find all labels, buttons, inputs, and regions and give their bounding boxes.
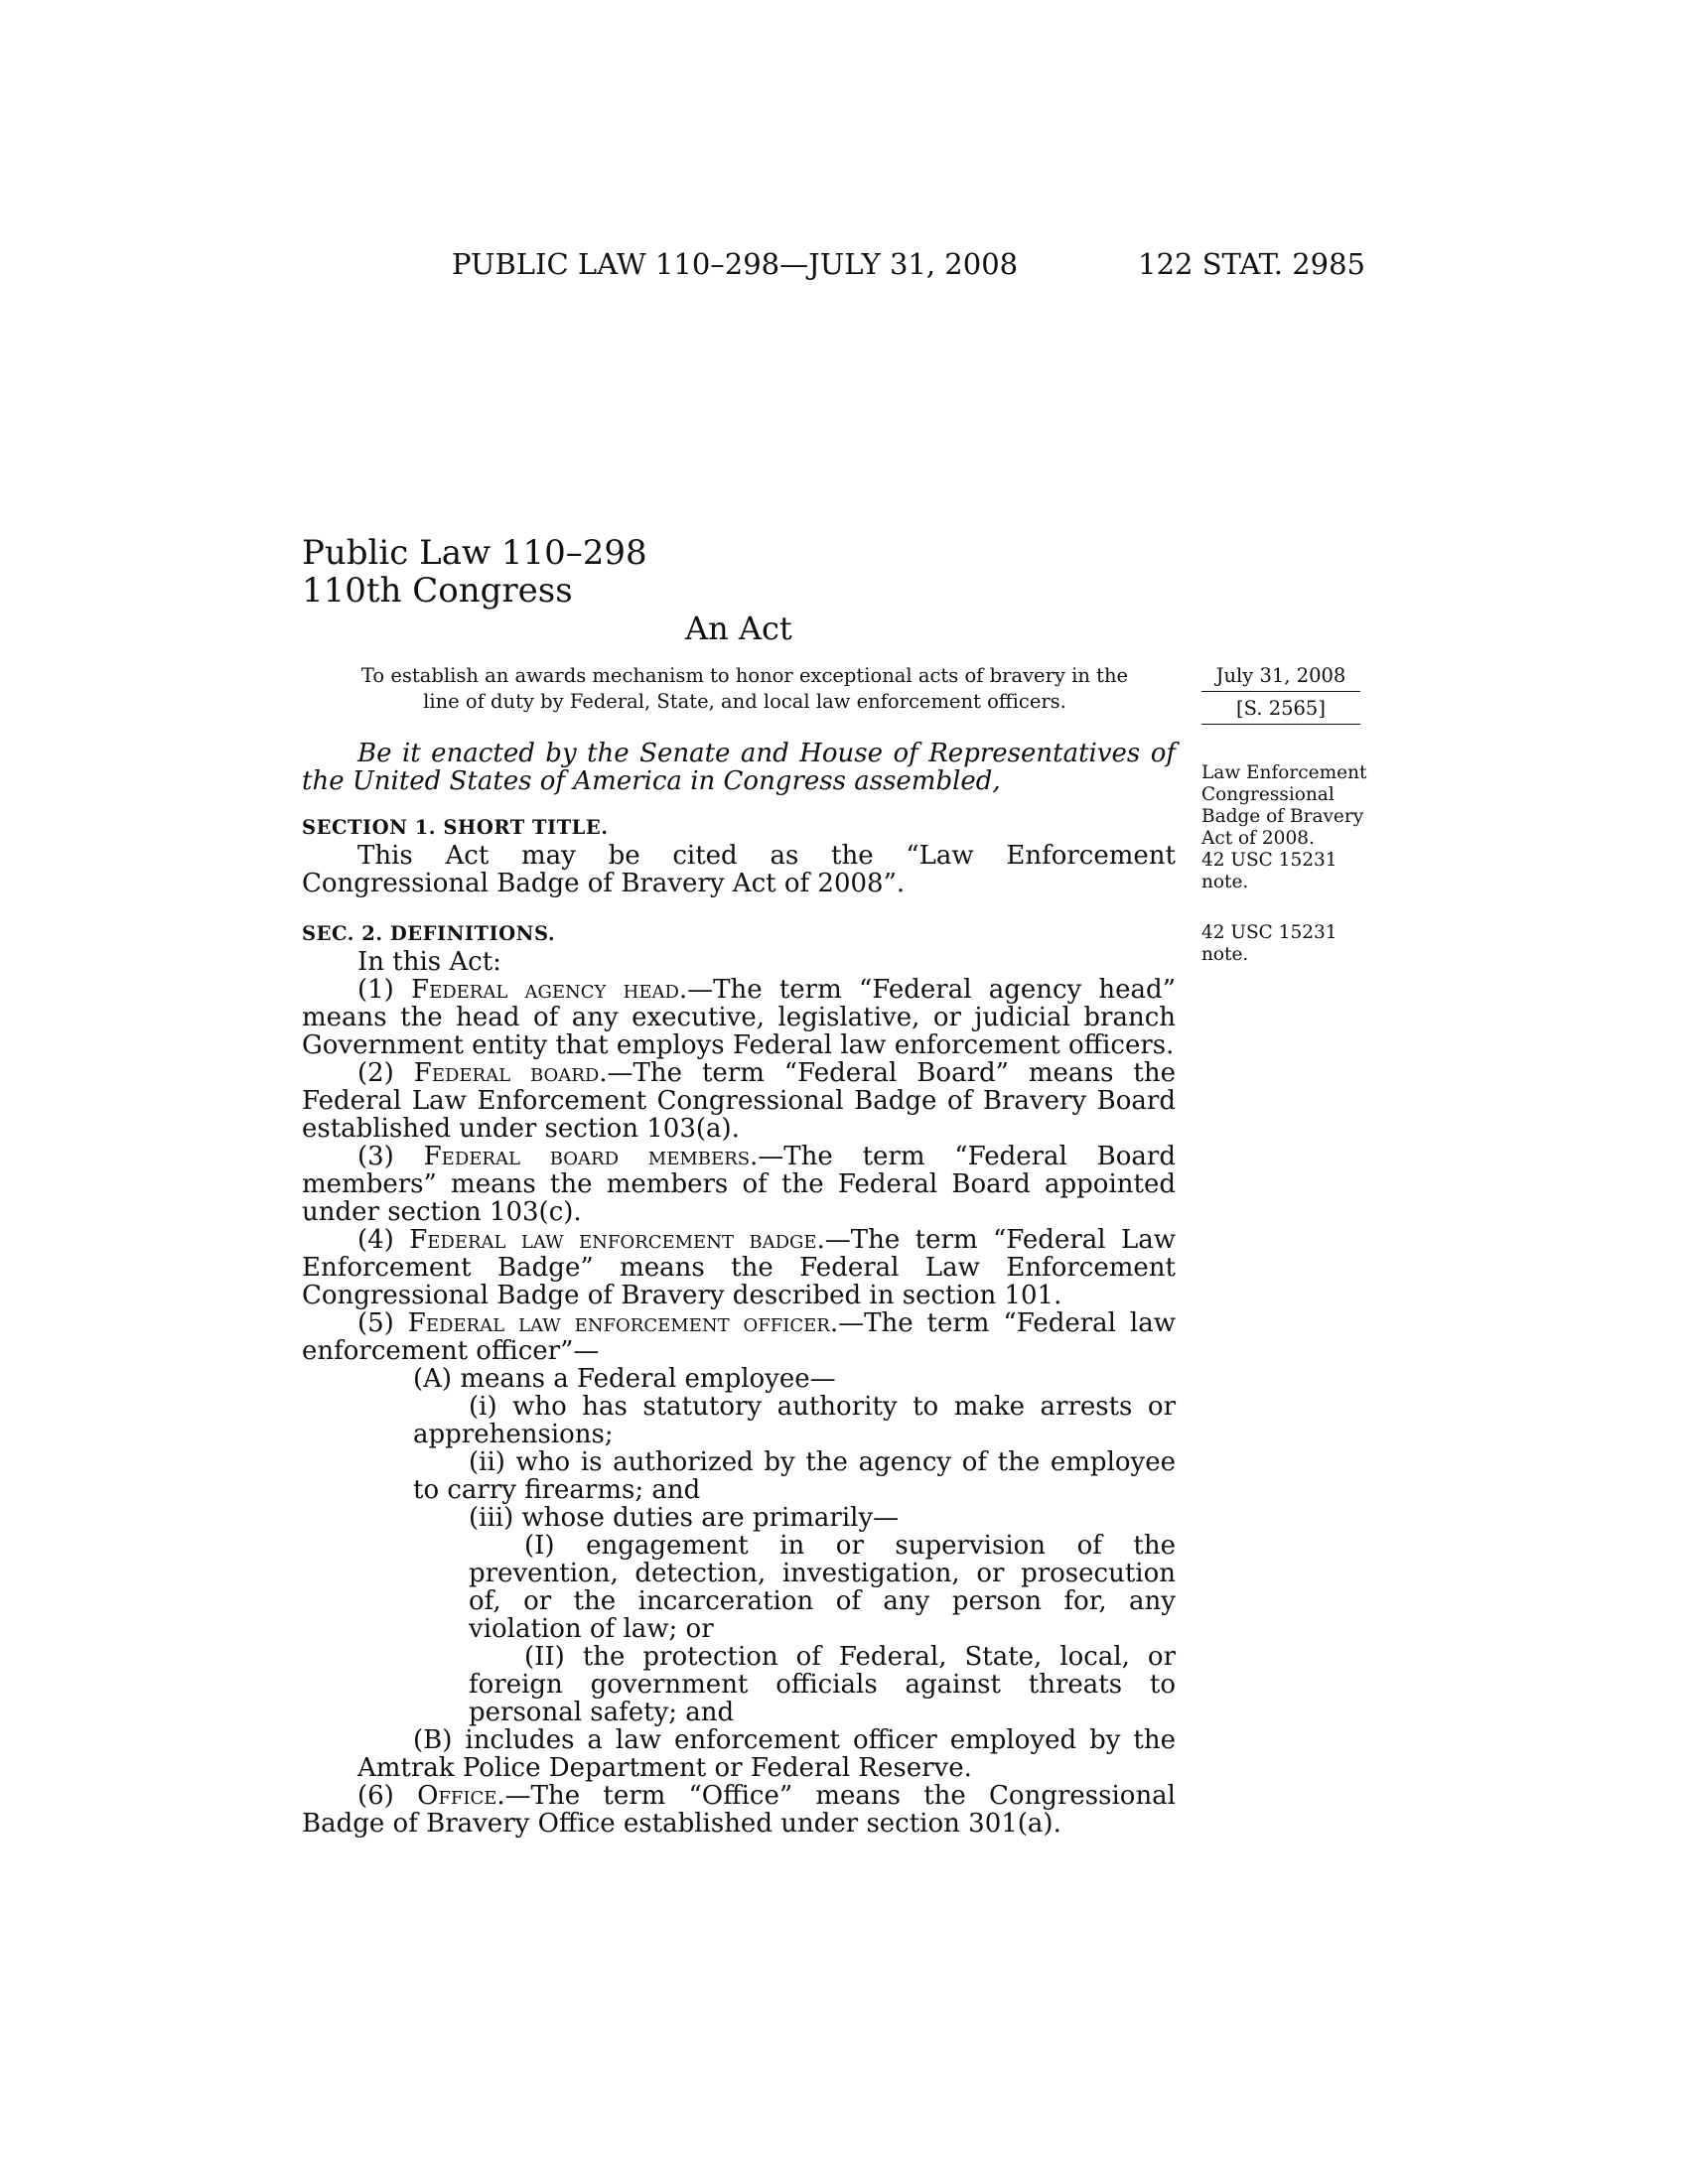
date-block: [1201, 663, 1360, 729]
public-law-number: Public Law 110–298: [302, 533, 647, 573]
definition-1: (1) Federal agency head.—The term “Federal agency head” means the head of any executive, legislative, or judicial branch Government entity that employs Federal law enforcement officers.: [302, 975, 1176, 1060]
margin-note-line: Act of 2008.: [1201, 828, 1315, 849]
bill-number: [S. 2565]: [1236, 697, 1326, 720]
enacting-clause: Be it enacted by the Senate and House of Representatives of the United States of America in Congress assembled,: [302, 739, 1176, 796]
defined-term: Office: [417, 1781, 497, 1811]
section-1-text: This Act may be cited as the “Law Enforcement Congressional Badge of Bravery Act of 2008”.: [302, 841, 1176, 898]
definition-5: (5) Federal law enforcement officer.—The term “Federal law enforcement officer”—: [302, 1308, 1177, 1366]
definition-5-A-iii: (iii) whose duties are primarily—: [469, 1503, 900, 1533]
section-1-heading: SECTION 1. SHORT TITLE.: [302, 816, 609, 839]
definition-5-B: (B) includes a law enforcement officer employed by the Amtrak Police Department or Federal Reserve.: [357, 1725, 1176, 1783]
margin-note-line: Law Enforcement: [1201, 762, 1367, 783]
definition-6: (6) Office.—The term “Office” means the Congressional Badge of Bravery Office established under section 301(a).: [302, 1781, 1177, 1839]
running-head-title: PUBLIC LAW 110–298—JULY 31, 2008: [452, 247, 1019, 281]
defined-term: Federal law enforcement officer: [407, 1308, 830, 1338]
margin-note-short-title: [1201, 762, 1380, 893]
law-title: [302, 534, 647, 610]
definition-5-A: (A) means a Federal employee—: [413, 1364, 836, 1394]
margin-note-line: Badge of Bravery: [1201, 806, 1364, 827]
definition-5-A-iii-II: (II) the protection of Federal, State, local, or foreign government officials against threats to personal safety; and: [469, 1642, 1176, 1727]
definition-3: (3) Federal board members.—The term “Federal Board members” means the members of the Federal Board appointed under section 103(c).: [302, 1142, 1176, 1227]
section-2-body: [302, 948, 1176, 1838]
purpose-line-2: line of duty by Federal, State, and local law enforcement officers.: [423, 690, 1066, 713]
definition-4: (4) Federal law enforcement badge.—The term “Federal Law Enforcement Badge” means the Federal Law Enforcement Congressional Badge of Bravery described in section 101.: [302, 1225, 1176, 1310]
section-2-heading: SEC. 2. DEFINITIONS.: [302, 922, 556, 945]
enactment-date: July 31, 2008: [1215, 664, 1346, 687]
margin-note-line: 42 USC 15231: [1201, 922, 1337, 943]
definition-5-A-ii: (ii) who is authorized by the agency of the employee to carry firearms; and: [413, 1447, 1176, 1505]
margin-note-line: note.: [1201, 872, 1249, 892]
act-heading: An Act: [685, 610, 792, 647]
page-citation: 122 STAT. 2985: [1138, 247, 1365, 281]
margin-note-line: Congressional: [1201, 784, 1335, 805]
definitions-intro: In this Act:: [357, 947, 501, 977]
defined-term: Federal board members: [423, 1142, 751, 1171]
margin-note-line: note.: [1201, 944, 1249, 965]
defined-term: Federal agency head: [411, 975, 679, 1005]
bill-rule: [1201, 724, 1360, 725]
purpose-statement: [328, 663, 1162, 715]
definition-2: (2) Federal board.—The term “Federal Board” means the Federal Law Enforcement Congressional Badge of Bravery Board established under section 103(a).: [302, 1058, 1177, 1144]
section-1-body: [302, 842, 1176, 897]
defined-term: Federal board: [413, 1058, 600, 1088]
margin-note-definitions: [1201, 922, 1380, 966]
margin-note-line: 42 USC 15231: [1201, 850, 1337, 871]
congress-number: 110th Congress: [302, 571, 573, 611]
definition-5-A-i: (i) who has statutory authority to make arrests or apprehensions;: [413, 1392, 1176, 1449]
date-rule: [1201, 691, 1360, 692]
definition-5-A-iii-I: (I) engagement in or supervision of the prevention, detection, investigation, or prosecution of, or the incarceration of any person for, any violation of law; or: [469, 1531, 1176, 1644]
purpose-line-1: To establish an awards mechanism to honor exceptional acts of bravery in the: [360, 664, 1129, 687]
defined-term: Federal law enforcement badge: [409, 1225, 817, 1255]
